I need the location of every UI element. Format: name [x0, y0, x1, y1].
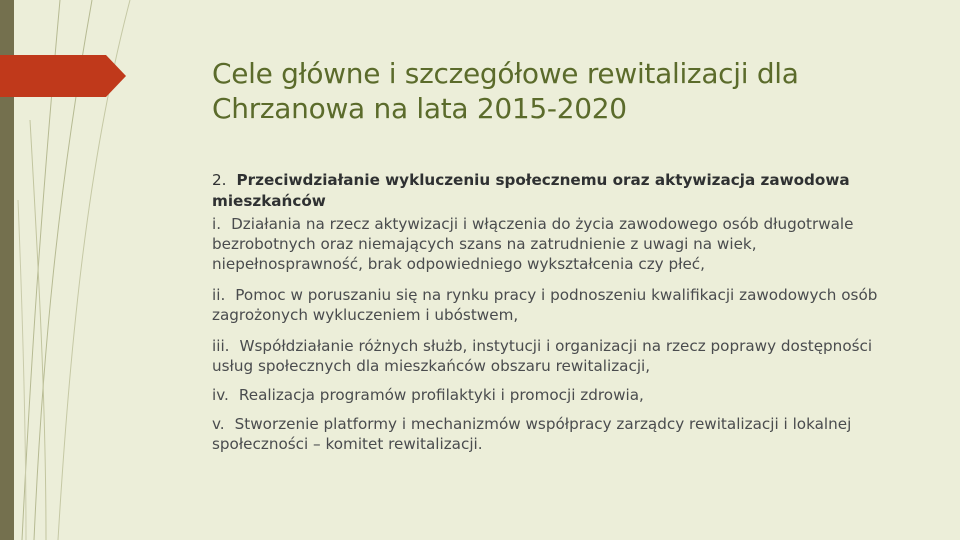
list-item-number: ii. [212, 286, 226, 304]
slide-title-line1: Cele główne i szczegółowe rewitalizacji dla [212, 57, 799, 90]
goal-text: Przeciwdziałanie wykluczeniu społecznemu oraz aktywizacja zawodowa mieszkańców [212, 171, 850, 210]
list-item-text: Współdziałanie różnych służb, instytucji i organizacji na rzecz poprawy dostępności usług społecznych dla mieszkańców obszaru rewitalizacji, [212, 337, 873, 375]
slide-title [212, 56, 912, 126]
list-item-number: i. [212, 215, 222, 233]
accent-arrow [0, 55, 126, 97]
list-item-number: iii. [212, 337, 230, 355]
goal-number: 2. [212, 171, 227, 189]
slide-body [212, 170, 892, 465]
list-item-text: Pomoc w poruszaniu się na rynku pracy i podnoszeniu kwalifikacji zawodowych osób zagrożonych wykluczeniem i ubóstwem, [212, 286, 878, 324]
list-item-text: Realizacja programów profilaktyki i promocji zdrowia, [238, 386, 644, 404]
list-item [212, 385, 892, 405]
deco-line [30, 120, 46, 540]
slide-title-line2: Chrzanowa na lata 2015-2020 [212, 92, 627, 125]
list-item-text: Stworzenie platformy i mechanizmów współpracy zarządcy rewitalizacji i lokalnej społeczności – komitet rewitalizacji. [212, 415, 852, 453]
goal-heading [212, 170, 892, 212]
list-item-number: v. [212, 415, 225, 433]
list-item [212, 285, 892, 325]
list-item-number: iv. [212, 386, 229, 404]
list-item [212, 414, 892, 454]
list-item [212, 336, 892, 376]
list-item [212, 214, 892, 274]
list-item-text: Działania na rzecz aktywizacji i włączenia do życia zawodowego osób długotrwale bezrobotnych oraz niemających szans na zatrudnienie z uwagi na wiek, niepełnosprawność, brak odpowiedniego wykształcenia czy płeć, [212, 215, 854, 273]
